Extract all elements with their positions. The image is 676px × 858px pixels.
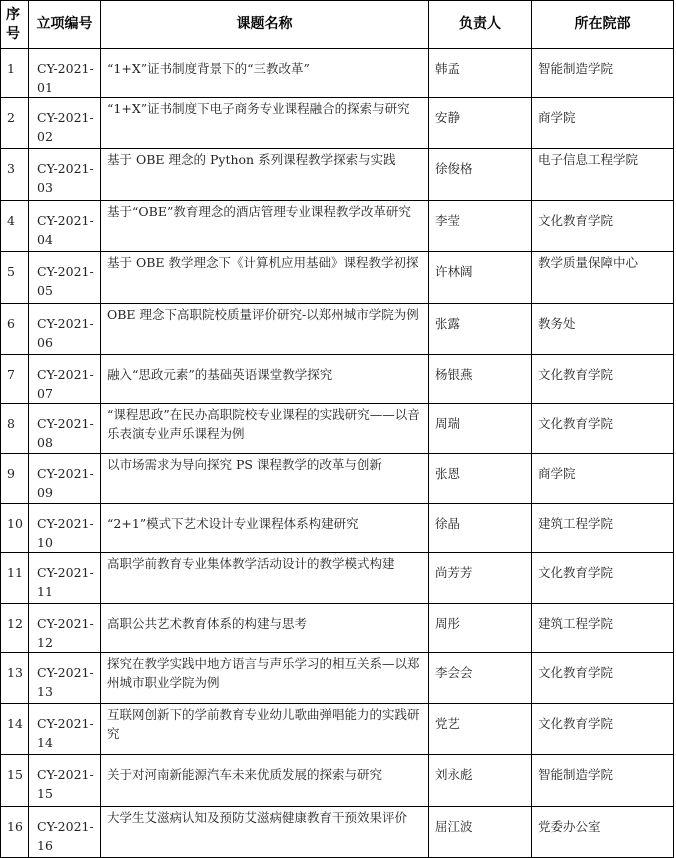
row-title: OBE 理念下高职院校质量评价研究-以郑州城市学院为例	[101, 304, 429, 355]
row-dept: 智能制造学院	[532, 49, 674, 98]
row-title: “课程思政”在民办高职院校专业课程的实践研究——以音乐表演专业声乐课程为例	[101, 404, 429, 454]
row-title: 融入“思政元素”的基础英语课堂教学探究	[101, 355, 429, 404]
row-leader: 刘永彪	[429, 755, 532, 807]
row-title: 关于对河南新能源汽车未来优质发展的探索与研究	[101, 755, 429, 807]
row-leader: 安静	[429, 98, 532, 149]
row-index: 4	[1, 201, 29, 252]
table-row	[1, 704, 674, 755]
row-code: CY-2021-02	[29, 98, 101, 149]
table-row	[1, 404, 674, 454]
row-code: CY-2021-11	[29, 553, 101, 604]
row-dept: 文化教育学院	[532, 404, 674, 454]
row-title: 基于 OBE 教学理念下《计算机应用基础》课程教学初探	[101, 252, 429, 304]
row-leader: 张恩	[429, 454, 532, 504]
row-index: 9	[1, 454, 29, 504]
row-code: CY-2021-14	[29, 704, 101, 755]
row-code: CY-2021-12	[29, 604, 101, 653]
row-code: CY-2021-09	[29, 454, 101, 504]
row-leader: 张露	[429, 304, 532, 355]
row-title: 高职学前教育专业集体教学活动设计的教学模式构建	[101, 553, 429, 604]
row-code: CY-2021-13	[29, 653, 101, 704]
table-row	[1, 454, 674, 504]
row-title: 高职公共艺术教育体系的构建与思考	[101, 604, 429, 653]
table-row	[1, 755, 674, 807]
table-row	[1, 201, 674, 252]
row-dept: 教务处	[532, 304, 674, 355]
row-dept: 建筑工程学院	[532, 604, 674, 653]
row-title: 以市场需求为导向探究 PS 课程教学的改革与创新	[101, 454, 429, 504]
row-dept: 文化教育学院	[532, 201, 674, 252]
row-index: 16	[1, 807, 29, 858]
row-index: 5	[1, 252, 29, 304]
row-dept: 文化教育学院	[532, 653, 674, 704]
table-row	[1, 49, 674, 98]
row-title: “1+X”证书制度背景下的“三教改革”	[101, 49, 429, 98]
row-leader: 党艺	[429, 704, 532, 755]
table-row	[1, 355, 674, 404]
row-dept: 党委办公室	[532, 807, 674, 858]
table-row	[1, 98, 674, 149]
table-row	[1, 653, 674, 704]
table-row	[1, 149, 674, 201]
header-dept: 所在院部	[532, 1, 674, 49]
row-leader: 徐俊格	[429, 149, 532, 201]
row-leader: 徐晶	[429, 504, 532, 553]
row-index: 2	[1, 98, 29, 149]
row-dept: 文化教育学院	[532, 704, 674, 755]
row-title: 基于 OBE 理念的 Python 系列课程教学探索与实践	[101, 149, 429, 201]
row-dept: 商学院	[532, 454, 674, 504]
row-title: 大学生艾滋病认知及预防艾滋病健康教育干预效果评价	[101, 807, 429, 858]
row-leader: 韩孟	[429, 49, 532, 98]
row-leader: 屈江波	[429, 807, 532, 858]
table-header-row	[1, 1, 674, 49]
row-dept: 电子信息工程学院	[532, 149, 674, 201]
row-code: CY-2021-03	[29, 149, 101, 201]
row-code: CY-2021-10	[29, 504, 101, 553]
header-index: 序号	[1, 1, 29, 49]
header-code: 立项编号	[29, 1, 101, 49]
row-dept: 建筑工程学院	[532, 504, 674, 553]
row-index: 1	[1, 49, 29, 98]
row-index: 15	[1, 755, 29, 807]
row-code: CY-2021-15	[29, 755, 101, 807]
row-index: 10	[1, 504, 29, 553]
row-leader: 尚芳芳	[429, 553, 532, 604]
row-index: 12	[1, 604, 29, 653]
row-title: “1+X”证书制度下电子商务专业课程融合的探索与研究	[101, 98, 429, 149]
row-title: 探究在教学实践中地方语言与声乐学习的相互关系—以郑州城市职业学院为例	[101, 653, 429, 704]
row-dept: 文化教育学院	[532, 355, 674, 404]
table-row	[1, 604, 674, 653]
row-leader: 李莹	[429, 201, 532, 252]
table-row	[1, 553, 674, 604]
row-dept: 商学院	[532, 98, 674, 149]
row-dept: 教学质量保障中心	[532, 252, 674, 304]
row-index: 11	[1, 553, 29, 604]
row-index: 13	[1, 653, 29, 704]
row-leader: 许林阔	[429, 252, 532, 304]
row-code: CY-2021-04	[29, 201, 101, 252]
row-code: CY-2021-01	[29, 49, 101, 98]
table-row	[1, 252, 674, 304]
header-title: 课题名称	[101, 1, 429, 49]
row-title: “2+1”模式下艺术设计专业课程体系构建研究	[101, 504, 429, 553]
row-index: 3	[1, 149, 29, 201]
row-code: CY-2021-16	[29, 807, 101, 858]
table-row	[1, 504, 674, 553]
row-index: 8	[1, 404, 29, 454]
row-code: CY-2021-06	[29, 304, 101, 355]
row-leader: 周彤	[429, 604, 532, 653]
row-code: CY-2021-05	[29, 252, 101, 304]
header-leader: 负责人	[429, 1, 532, 49]
row-leader: 李会会	[429, 653, 532, 704]
row-title: 基于“OBE”教育理念的酒店管理专业课程教学改革研究	[101, 201, 429, 252]
row-code: CY-2021-08	[29, 404, 101, 454]
row-title: 互联网创新下的学前教育专业幼儿歌曲弹唱能力的实践研究	[101, 704, 429, 755]
table-row	[1, 807, 674, 858]
row-dept: 文化教育学院	[532, 553, 674, 604]
row-index: 6	[1, 304, 29, 355]
row-code: CY-2021-07	[29, 355, 101, 404]
row-leader: 杨银燕	[429, 355, 532, 404]
row-dept: 智能制造学院	[532, 755, 674, 807]
row-index: 7	[1, 355, 29, 404]
row-index: 14	[1, 704, 29, 755]
table-row	[1, 304, 674, 355]
row-leader: 周瑞	[429, 404, 532, 454]
